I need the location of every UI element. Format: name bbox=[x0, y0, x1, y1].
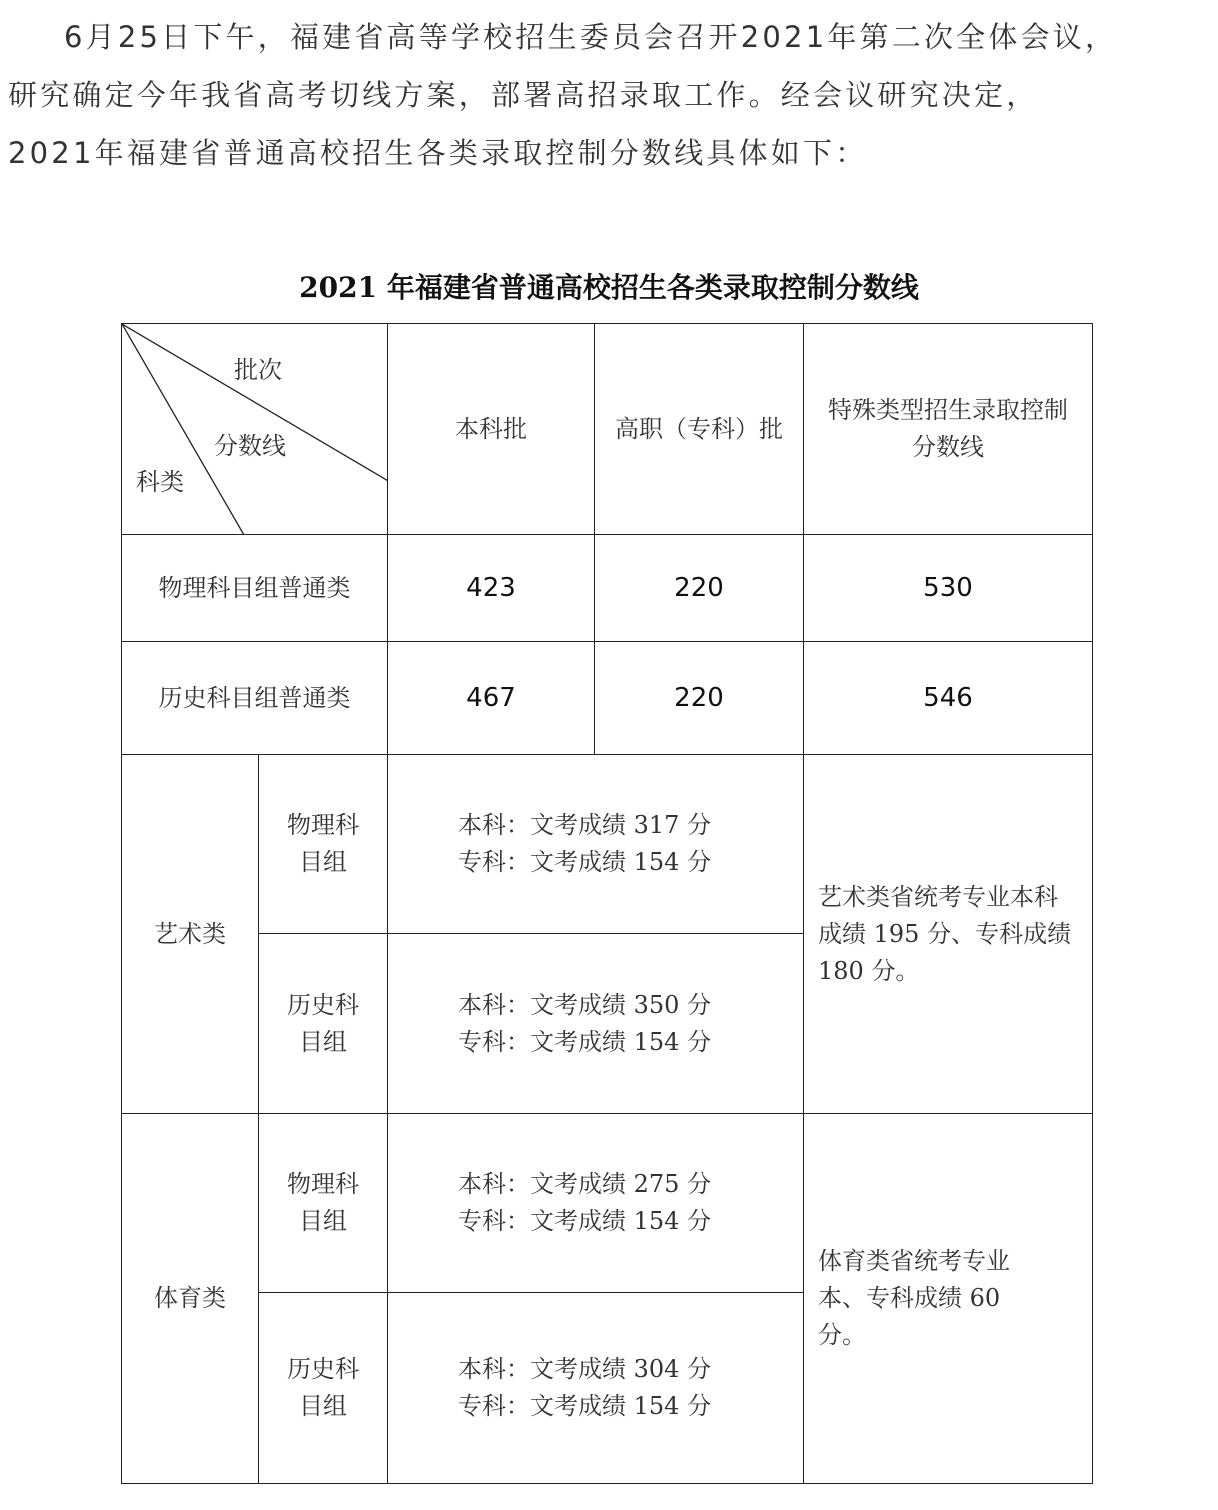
table-row bbox=[122, 755, 1093, 934]
corner-category: 科类 bbox=[136, 468, 184, 496]
row-category: 物理科目组普通类 bbox=[122, 535, 388, 642]
benke-line: 本科：文考成绩 275 分 bbox=[458, 1170, 712, 1198]
intro-line: 研究确定今年我省高考切线方案，部署高招录取工作。经会议研究决定， bbox=[8, 78, 1039, 112]
corner-cell bbox=[122, 324, 388, 535]
special-score: 546 bbox=[804, 642, 1093, 755]
header-gaozhi: 高职（专科）批 bbox=[595, 324, 804, 535]
group-category: 艺术类 bbox=[122, 755, 259, 1114]
benke-line: 本科：文考成绩 350 分 bbox=[458, 990, 712, 1019]
intro-paragraph bbox=[8, 8, 1213, 182]
zhuanke-line: 专科：文考成绩 154 分 bbox=[458, 1027, 712, 1056]
subgroup-name: 物理科目组 bbox=[259, 1114, 388, 1293]
benke-score: 423 bbox=[388, 535, 595, 642]
subgroup-name: 历史科目组 bbox=[259, 934, 388, 1114]
table-row bbox=[122, 535, 1093, 642]
corner-batch: 批次 bbox=[234, 356, 282, 384]
subgroup-scores bbox=[388, 755, 804, 934]
corner-score: 分数线 bbox=[214, 432, 286, 460]
subgroup-scores bbox=[388, 1114, 804, 1293]
intro-line: 6月25日下午，福建省高等学校招生委员会召开2021年第二次全体会议， bbox=[64, 20, 1118, 54]
score-table bbox=[121, 323, 1093, 1484]
row-category: 历史科目组普通类 bbox=[122, 642, 388, 755]
zhuanke-line: 专科：文考成绩 154 分 bbox=[458, 848, 712, 876]
benke-line: 本科：文考成绩 317 分 bbox=[458, 811, 712, 839]
subgroup-name: 物理科目组 bbox=[259, 755, 388, 934]
group-category: 体育类 bbox=[122, 1114, 259, 1484]
subgroup-scores bbox=[388, 1293, 804, 1484]
group-note: 体育类省统考专业本、专科成绩 60 分。 bbox=[804, 1114, 1093, 1484]
group-note: 艺术类省统考专业本科成绩 195 分、专科成绩 180 分。 bbox=[804, 755, 1093, 1114]
header-special: 特殊类型招生录取控制分数线 bbox=[804, 324, 1093, 535]
header-benke: 本科批 bbox=[388, 324, 595, 535]
special-score: 530 bbox=[804, 535, 1093, 642]
zhuanke-line: 专科：文考成绩 154 分 bbox=[458, 1392, 712, 1420]
table-row bbox=[122, 642, 1093, 755]
subgroup-scores bbox=[388, 934, 804, 1114]
benke-score: 467 bbox=[388, 642, 595, 755]
table-row bbox=[122, 1114, 1093, 1293]
zhuanke-line: 专科：文考成绩 154 分 bbox=[458, 1207, 712, 1235]
header-row bbox=[122, 324, 1093, 535]
benke-line: 本科：文考成绩 304 分 bbox=[458, 1355, 712, 1383]
subgroup-name: 历史科目组 bbox=[259, 1293, 388, 1484]
intro-line: 2021年福建省普通高校招生各类录取控制分数线具体如下： bbox=[8, 136, 868, 170]
gaozhi-score: 220 bbox=[595, 535, 804, 642]
table-title: 2021 年福建省普通高校招生各类录取控制分数线 bbox=[299, 271, 919, 304]
gaozhi-score: 220 bbox=[595, 642, 804, 755]
